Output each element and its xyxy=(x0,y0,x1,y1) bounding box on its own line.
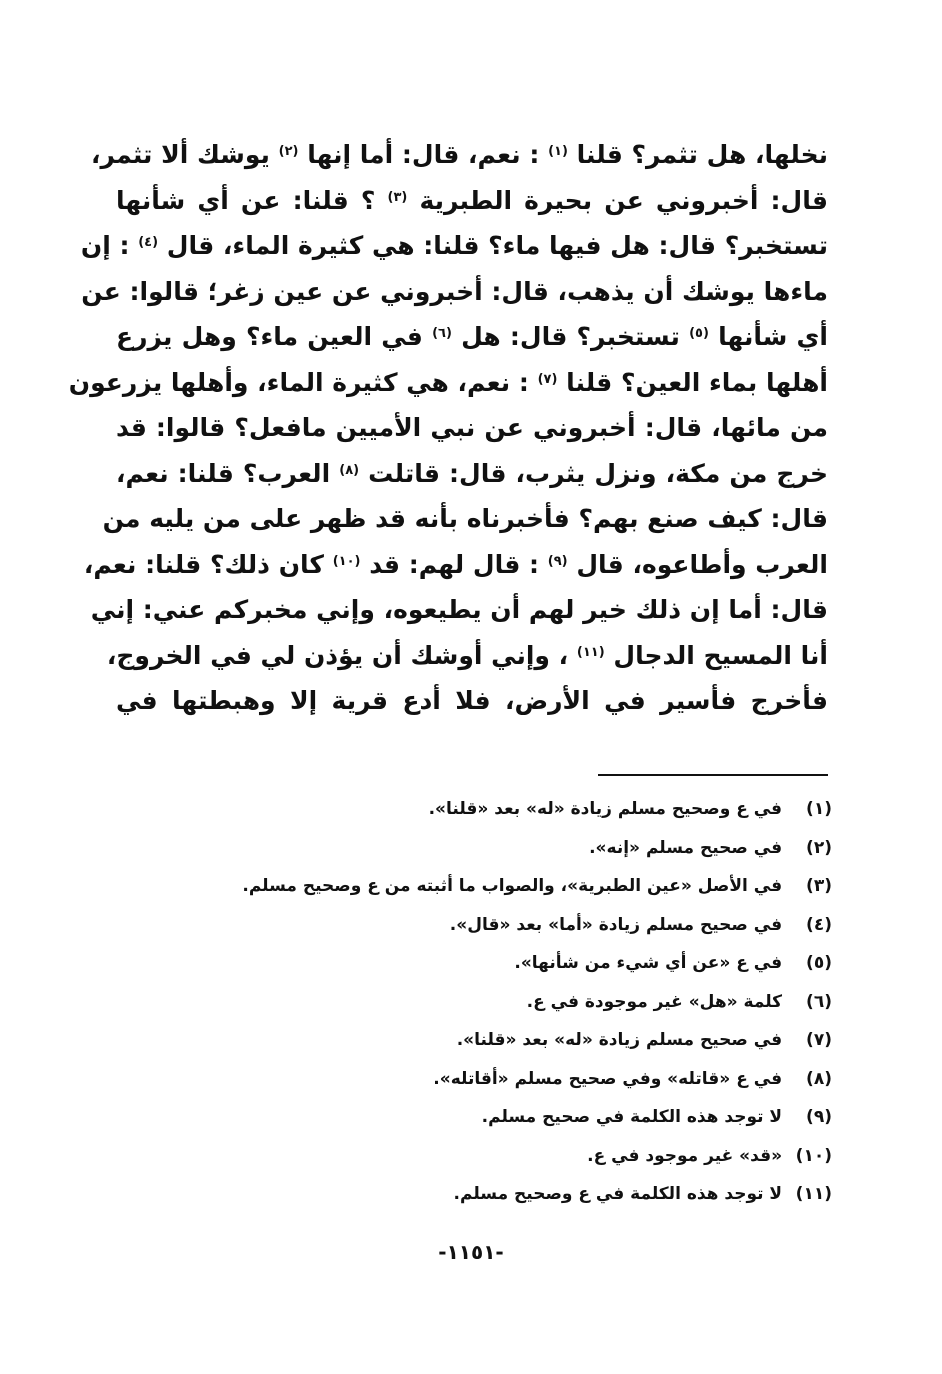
footnote-marker: (٩) xyxy=(547,553,568,569)
footnote-item xyxy=(192,944,832,983)
footnote-number: (٣) xyxy=(806,876,832,896)
footnote-number: (٩) xyxy=(806,1107,832,1127)
text-segment: ماءها يوشك أن يذهب، قال: أخبروني عن عين زغر؛ قالوا: عن xyxy=(81,276,828,306)
text-segment: العرب وأطاعوه، قال xyxy=(576,549,828,579)
footnote-number: (٢) xyxy=(806,837,832,858)
text-segment: يوشك ألا تثمر، xyxy=(91,140,270,169)
text-line xyxy=(116,451,828,497)
text-segment: نخلها، هل تثمر؟ قلنا xyxy=(576,140,828,169)
text-segment: : قال لهم: قد xyxy=(369,549,540,579)
footnote-text: في ع «عن أي شيء من شأنها». xyxy=(514,953,783,973)
text-line xyxy=(68,360,828,406)
text-segment: أهلها بماء العين؟ قلنا xyxy=(566,367,828,397)
text-segment: ، وإني أوشك أن يؤذن لي في الخروج، xyxy=(106,640,569,670)
text-segment: : إن xyxy=(80,231,130,260)
footnote-item xyxy=(192,1021,832,1060)
text-segment: أنا المسيح الدجال xyxy=(613,640,828,670)
footnote-marker: (٤) xyxy=(138,235,159,250)
text-segment: تستخبر؟ قال: هل xyxy=(461,322,680,351)
footnote-number: (٤) xyxy=(806,914,832,935)
footnote-item xyxy=(192,983,832,1022)
footnote-text: لا توجد هذه الكلمة في صحيح مسلم. xyxy=(481,1107,783,1127)
footnote-text: في صحيح مسلم «إنه». xyxy=(589,837,783,858)
footnote-divider xyxy=(598,774,828,776)
footnote-text: في ع وصحيح مسلم زيادة «له» بعد «قلنا». xyxy=(428,799,783,819)
text-segment: : نعم، هي كثيرة الماء، وأهلها يزرعون xyxy=(68,367,529,397)
text-segment: في العين ماء؟ وهل يزرع xyxy=(116,322,423,351)
footnote-item xyxy=(192,867,832,906)
text-line xyxy=(116,405,828,451)
footnote-number: (٦) xyxy=(806,991,832,1012)
text-segment: ؟ قلنا: عن أي شأنها xyxy=(116,185,376,215)
footnotes-list xyxy=(192,790,832,1214)
footnote-text: كلمة «هل» غير موجودة في ع. xyxy=(526,991,783,1012)
footnote-item xyxy=(192,906,832,945)
text-segment: من مائها، قال: أخبروني عن نبي الأميين مافعل؟ قالوا: قد xyxy=(116,413,828,442)
footnote-item xyxy=(192,790,832,829)
page-number: -١١٥١- xyxy=(438,1240,504,1264)
text-line xyxy=(116,178,828,224)
footnote-text: في صحيح مسلم زيادة «أما» بعد «قال». xyxy=(449,914,783,935)
text-line xyxy=(102,496,828,542)
footnote-text: «قد» غير موجود في ع. xyxy=(587,1145,783,1166)
text-line xyxy=(80,223,828,269)
text-line xyxy=(116,678,828,724)
text-segment: قال: كيف صنع بهم؟ فأخبرناه بأنه قد ظهر على من يليه من xyxy=(102,504,828,533)
text-segment: : نعم، قال: أما إنها xyxy=(307,140,540,169)
footnote-item xyxy=(192,1060,832,1099)
footnote-item xyxy=(192,1175,832,1214)
footnote-number: (١١) xyxy=(795,1184,832,1204)
text-line xyxy=(81,269,828,315)
text-segment: فأخرج فأسير في الأرض، فلا أدع قرية إلا وهبطتها في xyxy=(116,686,828,715)
text-segment: قال: أما إن ذلك خير لهم أن يطيعوه، وإني مخبركم عني: إني xyxy=(90,595,828,624)
text-segment: خرج من مكة، ونزل يثرب، قال: قاتلت xyxy=(368,458,828,488)
footnote-marker: (٦) xyxy=(432,326,452,341)
footnote-marker: (١٠) xyxy=(332,553,361,569)
footnote-text: في ع «قاتله» وفي صحيح مسلم «أقاتله». xyxy=(433,1068,783,1089)
footnote-item xyxy=(192,1137,832,1176)
text-segment: قال: أخبروني عن بحيرة الطبرية xyxy=(419,185,828,215)
text-segment: العرب؟ قلنا: نعم، xyxy=(116,458,331,488)
footnote-marker: (٣) xyxy=(387,189,408,205)
text-line xyxy=(90,587,828,633)
footnote-number: (٧) xyxy=(806,1030,832,1050)
text-line xyxy=(106,633,828,679)
footnote-marker: (١١) xyxy=(576,644,605,660)
main-text xyxy=(68,132,829,724)
text-line xyxy=(116,314,828,360)
footnote-text: في صحيح مسلم زيادة «له» بعد «قلنا». xyxy=(456,1030,783,1050)
text-segment: أي شأنها xyxy=(718,322,829,351)
footnote-item xyxy=(192,829,832,868)
footnote-item xyxy=(192,1098,832,1137)
footnote-number: (١) xyxy=(806,799,832,819)
footnote-marker: (٥) xyxy=(689,326,709,341)
text-line xyxy=(83,542,828,588)
footnote-number: (٥) xyxy=(806,953,832,973)
footnote-marker: (٨) xyxy=(339,462,360,478)
footnote-text: لا توجد هذه الكلمة في ع وصحيح مسلم. xyxy=(453,1184,783,1204)
footnote-number: (١٠) xyxy=(795,1145,832,1166)
text-line xyxy=(91,132,828,178)
footnote-text: في الأصل «عين الطبرية»، والصواب ما أثبته من ع وصحيح مسلم. xyxy=(242,876,783,896)
text-segment: كان ذلك؟ قلنا: نعم، xyxy=(83,549,324,579)
footnote-marker: (١) xyxy=(548,144,568,159)
footnote-number: (٨) xyxy=(806,1068,832,1089)
footnote-marker: (٢) xyxy=(278,144,299,159)
footnote-marker: (٧) xyxy=(537,371,558,387)
text-segment: تستخبر؟ قال: هل فيها ماء؟ قلنا: هي كثيرة الماء، قال xyxy=(166,231,828,260)
